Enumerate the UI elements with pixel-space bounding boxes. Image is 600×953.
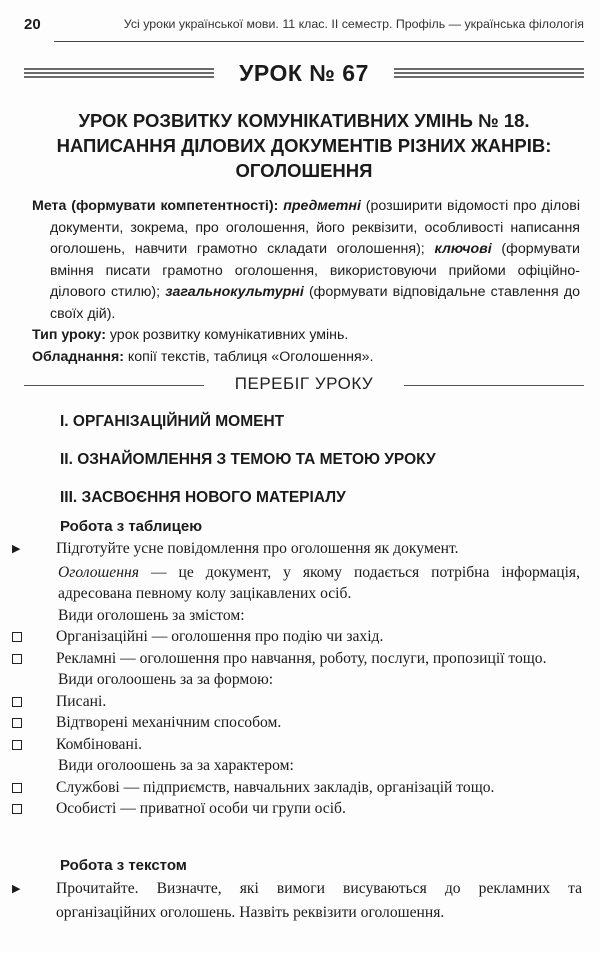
goal-general-label: загальнокультурні — [165, 284, 304, 300]
work-text-heading: Робота з текстом — [60, 857, 187, 874]
equipment: Обладнання: копії текстів, таблиця «Оголошення». — [32, 348, 374, 365]
goal-general-text: (формувати відповідальне ставлення до своїх дій). — [50, 284, 580, 322]
by-form-label: Види оголоошень за за формою: — [58, 671, 274, 688]
square-bullet-icon — [12, 804, 22, 814]
definition — [34, 562, 582, 605]
lesson-type-value: урок розвитку комунікативних умінь. — [109, 327, 349, 343]
list-item: Особисті — приватної особи чи групи осіб. — [34, 798, 582, 820]
list-item: Відтворені механічним способом. — [34, 712, 582, 734]
decorative-stripes-right — [394, 68, 584, 80]
list-item: Писані. — [34, 691, 582, 713]
by-character-label: Види оголоошень за за характером: — [58, 757, 294, 774]
section-heading-2: ІІ. ОЗНАЙОМЛЕННЯ З ТЕМОЮ ТА МЕТОЮ УРОКУ — [60, 451, 436, 468]
section-heading-3: ІІІ. ЗАСВОЄННЯ НОВОГО МАТЕРІАЛУ — [60, 489, 346, 506]
by-content-label: Види оголошень за змістом: — [58, 606, 245, 624]
equipment-label: Обладнання — [32, 348, 120, 365]
work-table-body — [12, 538, 582, 820]
list-item: Комбіновані. — [34, 734, 582, 756]
list-item: Організаційні — оголошення про подію чи захід. — [34, 626, 582, 648]
lesson-title-line-3: ОГОЛОШЕННЯ — [235, 160, 373, 181]
goal-subject-label: предметні — [283, 198, 361, 214]
lesson-title-line-2: НАПИСАННЯ ДІЛОВИХ ДОКУМЕНТІВ РІЗНИХ ЖАНРІВ: — [56, 135, 552, 156]
task-item: ▶ Підготуйте усне повідомлення про оголошення як документ. — [12, 540, 459, 557]
goal-key-label: ключові — [434, 241, 492, 257]
square-bullet-icon — [12, 654, 22, 664]
page-number: 20 — [24, 16, 41, 33]
definition-text: — це документ, у якому подається потрібна інформація, адресована певному колу зацікавлених осіб. — [58, 563, 580, 602]
goal-key-text: (формувати вміння писати грамотно оголошення, використовуючи прийоми офіційно-ділового стилю); — [50, 241, 580, 300]
work-text-body — [12, 878, 582, 923]
definition-term: Оголошення — [58, 563, 139, 581]
list-item: Рекламні — оголошення про навчання, роботу, послуги, пропозиції тощо. — [34, 648, 582, 670]
list-item: Службові — підприємств, навчальних закладів, організацій тощо. — [34, 777, 582, 799]
goal-label: Мета (формувати компетентності) — [32, 198, 274, 214]
header-rule — [54, 41, 584, 42]
goal-paragraph: Мета (формувати компетентності): предметні (розширити відомості про ділові документи, зокрема, про оголошення, його реквізити, особливості написання оголошень, навчити грамотно складати оголошення); ключові (формувати вміння писати грамотно оголошення, використовуючи прийоми офіційно-ділового стилю); загальнокультурні (формувати відповідальне ставлення до своїх дій). — [32, 198, 580, 322]
task-item: ▶ Прочитайте. Визначте, які вимоги висуваються до рекламних та організаційних оголошень. Назвіть реквізити оголошення. — [12, 880, 582, 921]
divider-right — [404, 385, 584, 386]
page-header — [24, 14, 584, 42]
equipment-value: копії текстів, таблиця «Оголошення». — [127, 348, 374, 365]
work-table-heading: Робота з таблицею — [60, 518, 203, 535]
section-heading-1: І. ОРГАНІЗАЦІЙНИЙ МОМЕНТ — [60, 413, 285, 430]
lesson-number: УРОК № 67 — [239, 60, 369, 86]
lesson-number-band — [24, 60, 584, 88]
lesson-type-label: Тип уроку — [32, 327, 102, 343]
triangle-bullet-icon: ▶ — [12, 883, 21, 895]
square-bullet-icon — [12, 718, 22, 728]
square-bullet-icon — [12, 740, 22, 750]
progress-heading-band — [24, 374, 584, 398]
lesson-type: Тип уроку: урок розвитку комунікативних умінь. — [32, 327, 349, 343]
goal-subject-text: (розширити відомості про ділові документи, зокрема, про оголошення, його реквізити, особливості написання оголошень, навчити грамотно складати оголошення); — [50, 198, 580, 257]
triangle-bullet-icon: ▶ — [12, 543, 21, 555]
square-bullet-icon — [12, 783, 22, 793]
square-bullet-icon — [12, 697, 22, 707]
square-bullet-icon — [12, 632, 22, 642]
progress-heading: ПЕРЕБІГ УРОКУ — [234, 374, 374, 393]
running-title: Усі уроки української мови. 11 клас. ІІ семестр. Профіль — українська філологія — [123, 17, 584, 31]
lesson-title-line-1: УРОК РОЗВИТКУ КОМУНІКАТИВНИХ УМІНЬ № 18. — [78, 110, 530, 131]
lesson-meta — [32, 196, 580, 368]
